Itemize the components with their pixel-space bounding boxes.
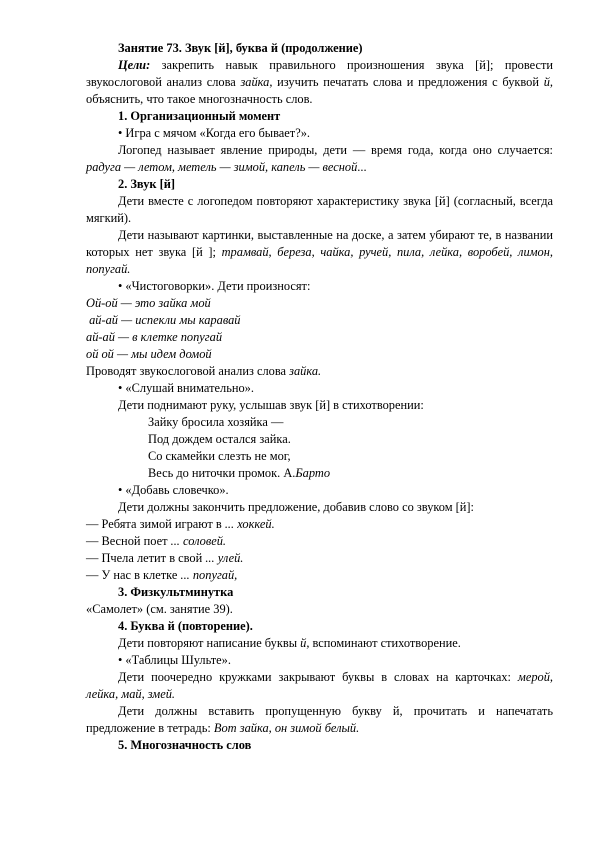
add-word-line: — Весной поет ... соловей. <box>86 534 226 548</box>
section-4-sentence: Вот зайка, он зимой белый. <box>213 721 360 735</box>
tables-title: • «Таблицы Шульте». <box>118 653 231 667</box>
section-2-paragraph-2 <box>86 227 553 278</box>
section-4-p2-words: мерой, лейка, май, змей. <box>86 670 553 701</box>
add-word-line: — У нас в клетке ... попугай, <box>86 568 238 582</box>
goals-text-2: изучить печатать слова и предложения с буквой <box>272 75 544 89</box>
poem-line: Весь до ниточки промок. А.Барто <box>148 466 331 480</box>
chistogovorka-line: Ой-ой — это зайка мой <box>86 296 211 310</box>
poem-line: Зайку бросила хозяйка — <box>148 415 284 429</box>
add-word-text: Дети должны закончить предложение, добавив слово со звуком [й]: <box>118 500 474 514</box>
add-word-line: — Ребята зимой играют в ... хоккей. <box>86 517 275 531</box>
section-1-paragraph <box>86 142 553 176</box>
section-2-p2-text: Дети называют картинки, выставленные на доске, а затем убирают те, в названии которых нет звука [й ]; <box>86 228 553 259</box>
chistogovorki-title: • «Чистоговорки». Дети произносят: <box>118 279 311 293</box>
add-word-line: — Пчела летит в свой ... улей. <box>86 551 244 565</box>
section-3-heading: 3. Физкультминутка <box>118 585 234 599</box>
analysis-word: зайка. <box>289 364 322 378</box>
section-2-paragraph-1: Дети вместе с логопедом повторяют характеристику звука [й] (согласный, всегда мягкий). <box>86 194 553 225</box>
chistogovorka-line: ай-ай — испекли мы каравай <box>86 313 241 327</box>
section-1-examples: радуга — летом, метель — зимой, капель — весной <box>86 160 358 174</box>
section-5-heading: 5. Многозначность слов <box>118 738 252 752</box>
chistogovorka-line: ой ой — мы идем домой <box>86 347 212 361</box>
section-2-p2-words: трамвай, береза, чайка, ручей, пила, лейка, воробей, лимон, попугай. <box>86 245 553 276</box>
section-1-text: Логопед называет явление природы, дети — время года, когда оно случается: <box>118 143 553 157</box>
chistogovorka-line: ай-ай — в клетке попугай <box>86 330 223 344</box>
goals-text-3: объяснить, что такое многозначность слов. <box>86 92 313 106</box>
add-word-title: • «Добавь словечко». <box>118 483 229 497</box>
listen-title: • «Слушай внимательно». <box>118 381 254 395</box>
section-1-game: • Игра с мячом «Когда его бывает?». <box>118 126 311 140</box>
goals-word-1: зайка, <box>240 75 273 89</box>
section-4-paragraph-2: Дети поочередно кружками закрывают буквы в словах на карточках: мерой, лейка, май, змей. <box>86 670 553 701</box>
goals-label: Цели: <box>118 58 151 72</box>
section-2-heading: 2. Звук [й] <box>118 177 176 191</box>
poem-line: Со скамейки слезть не мог, <box>148 449 291 463</box>
page-title: Занятие 73. Звук [й], буква й (продолжение) <box>118 41 363 55</box>
goals-text-1: закрепить навык правильного произношения звука [й]; провести звукослоговой анализ слова <box>86 58 553 89</box>
goals-word-2: й, <box>543 75 553 89</box>
poem-author: Барто <box>295 466 331 480</box>
section-1-heading: 1. Организационный момент <box>118 109 281 123</box>
section-1-tail: ... <box>357 160 367 174</box>
section-4-paragraph-1: Дети повторяют написание буквы й, вспоминают стихотворение. <box>118 636 461 650</box>
document-content <box>86 40 553 754</box>
section-3-text: «Самолет» (см. занятие 39). <box>86 602 233 616</box>
poem-line: Под дождем остался зайка. <box>148 432 291 446</box>
listen-text: Дети поднимают руку, услышав звук [й] в стихотворении: <box>118 398 424 412</box>
section-4-heading: 4. Буква й (повторение). <box>118 619 253 633</box>
goals-paragraph <box>86 57 553 108</box>
analysis-line: Проводят звукослоговой анализ слова зайка. <box>86 364 322 378</box>
section-4-paragraph-3: Дети должны вставить пропущенную букву й, прочитать и напечатать предложение в тетрадь: Вот зайка, он зимой белый. <box>86 704 553 735</box>
